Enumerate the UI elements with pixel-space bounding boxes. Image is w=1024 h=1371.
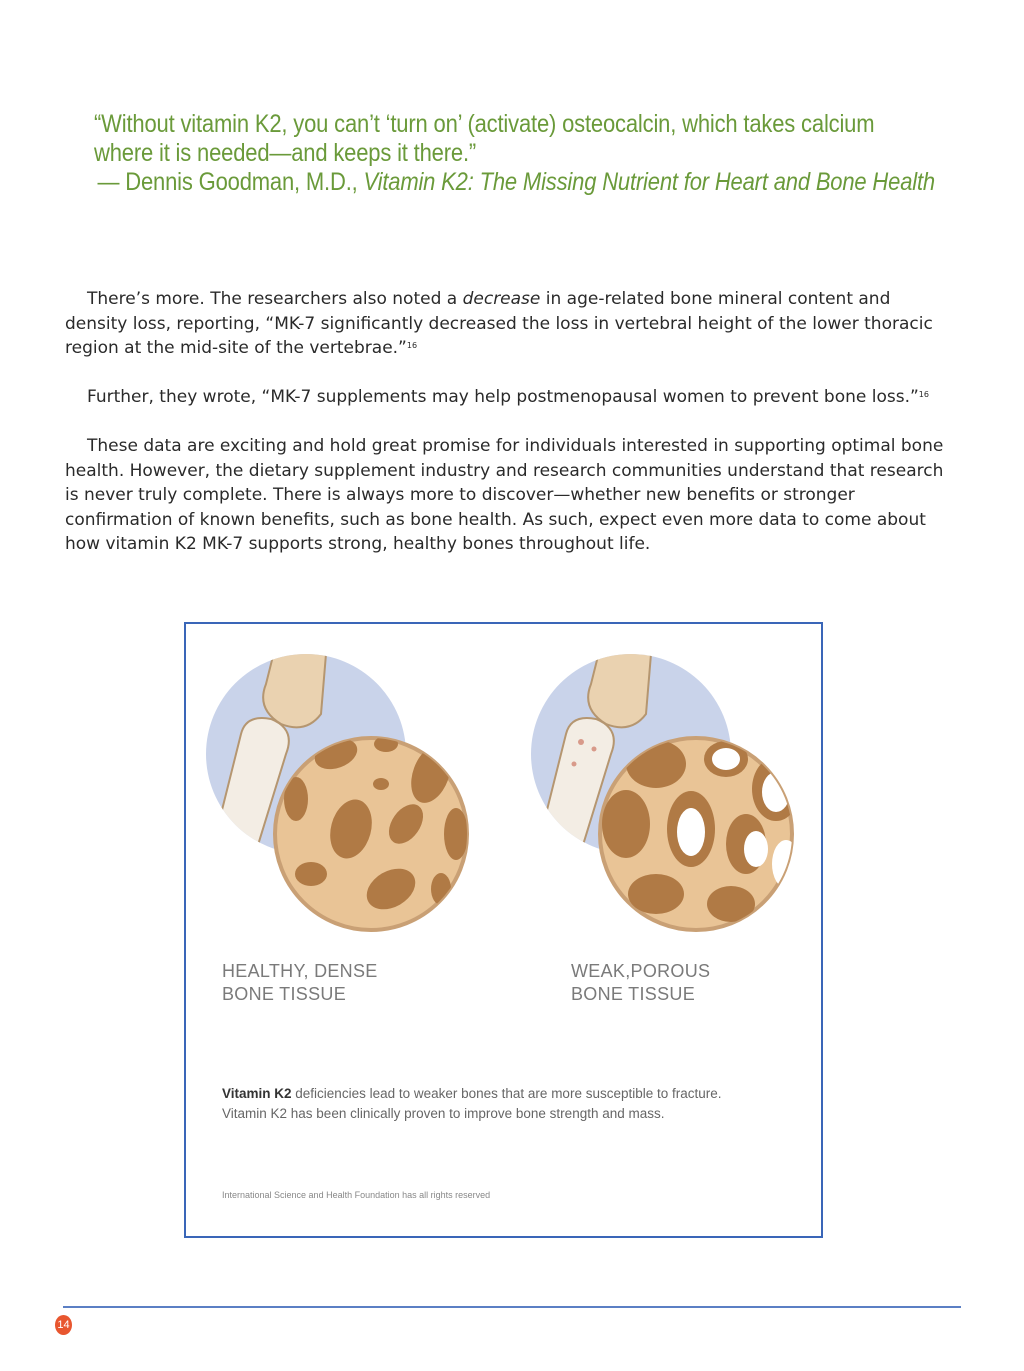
paragraph-2-text: Further, they wrote, “MK-7 supplements may help postmenopausal women to prevent bone loss.” [87,387,919,407]
healthy-bone-graphic [206,644,468,930]
footnote-ref: 16 [918,390,929,399]
quote-line-1: “Without vitamin K2, you can’t ‘turn on’ (activate) osteocalcin, which takes calcium [94,110,875,138]
caption-bold: Vitamin K2 [222,1086,292,1101]
quote-attribution [97,168,935,197]
paragraph-1 [65,287,957,361]
quote-line-2: where it is needed—and keeps it there.” [94,139,477,167]
healthy-label-line-2: BONE TISSUE [222,984,347,1004]
quote-author: — Dennis Goodman, M.D., [97,168,358,196]
caption-text: deficiencies lead to weaker bones that are more susceptible to fracture. Vitamin K2 has been clinically proven to improve bone strength and mass. [222,1086,722,1121]
paragraph-2 [65,385,957,410]
page-number-badge: 14 [55,1315,72,1335]
figure-caption [222,1084,722,1124]
bone-tissue-figure [184,622,823,1238]
footer-rule [63,1306,961,1308]
quote-book-title: Vitamin K2: The Missing Nutrient for Heart and Bone Health [363,168,935,196]
healthy-tissue-label [222,960,378,1006]
paragraph-1-text-a: There’s more. The researchers also noted a [87,289,463,309]
paragraph-3: These data are exciting and hold great promise for individuals interested in supporting optimal bone health. However, the dietary supplement industry and research communities understand that research is never truly complete. There is always more to discover—whether new benefits or stronger confirmation of known benefits, such as bone health. As such, expect even more data to come about how vitamin K2 MK-7 supports strong, healthy bones throughout life. [65,436,944,554]
healthy-label-line-1: HEALTHY, DENSE [222,961,378,981]
body-text [65,287,957,581]
porous-bone-graphic [531,644,800,930]
porous-tissue-label [571,960,710,1006]
figure-credit: International Science and Health Foundation has all rights reserved [222,1190,491,1200]
paragraph-1-text-b: in age-related bone mineral content and density loss, reporting, “MK-7 significantly decreased the loss in vertebral height of the lower thoracic region at the mid-site of the vertebrae.” [65,289,933,358]
paragraph-1-emphasis: decrease [462,289,541,309]
porous-label-line-1: WEAK,POROUS [571,961,711,981]
porous-label-line-2: BONE TISSUE [571,984,696,1004]
pull-quote [94,110,935,197]
bone-illustration [186,624,821,954]
footnote-ref: 16 [406,341,418,350]
